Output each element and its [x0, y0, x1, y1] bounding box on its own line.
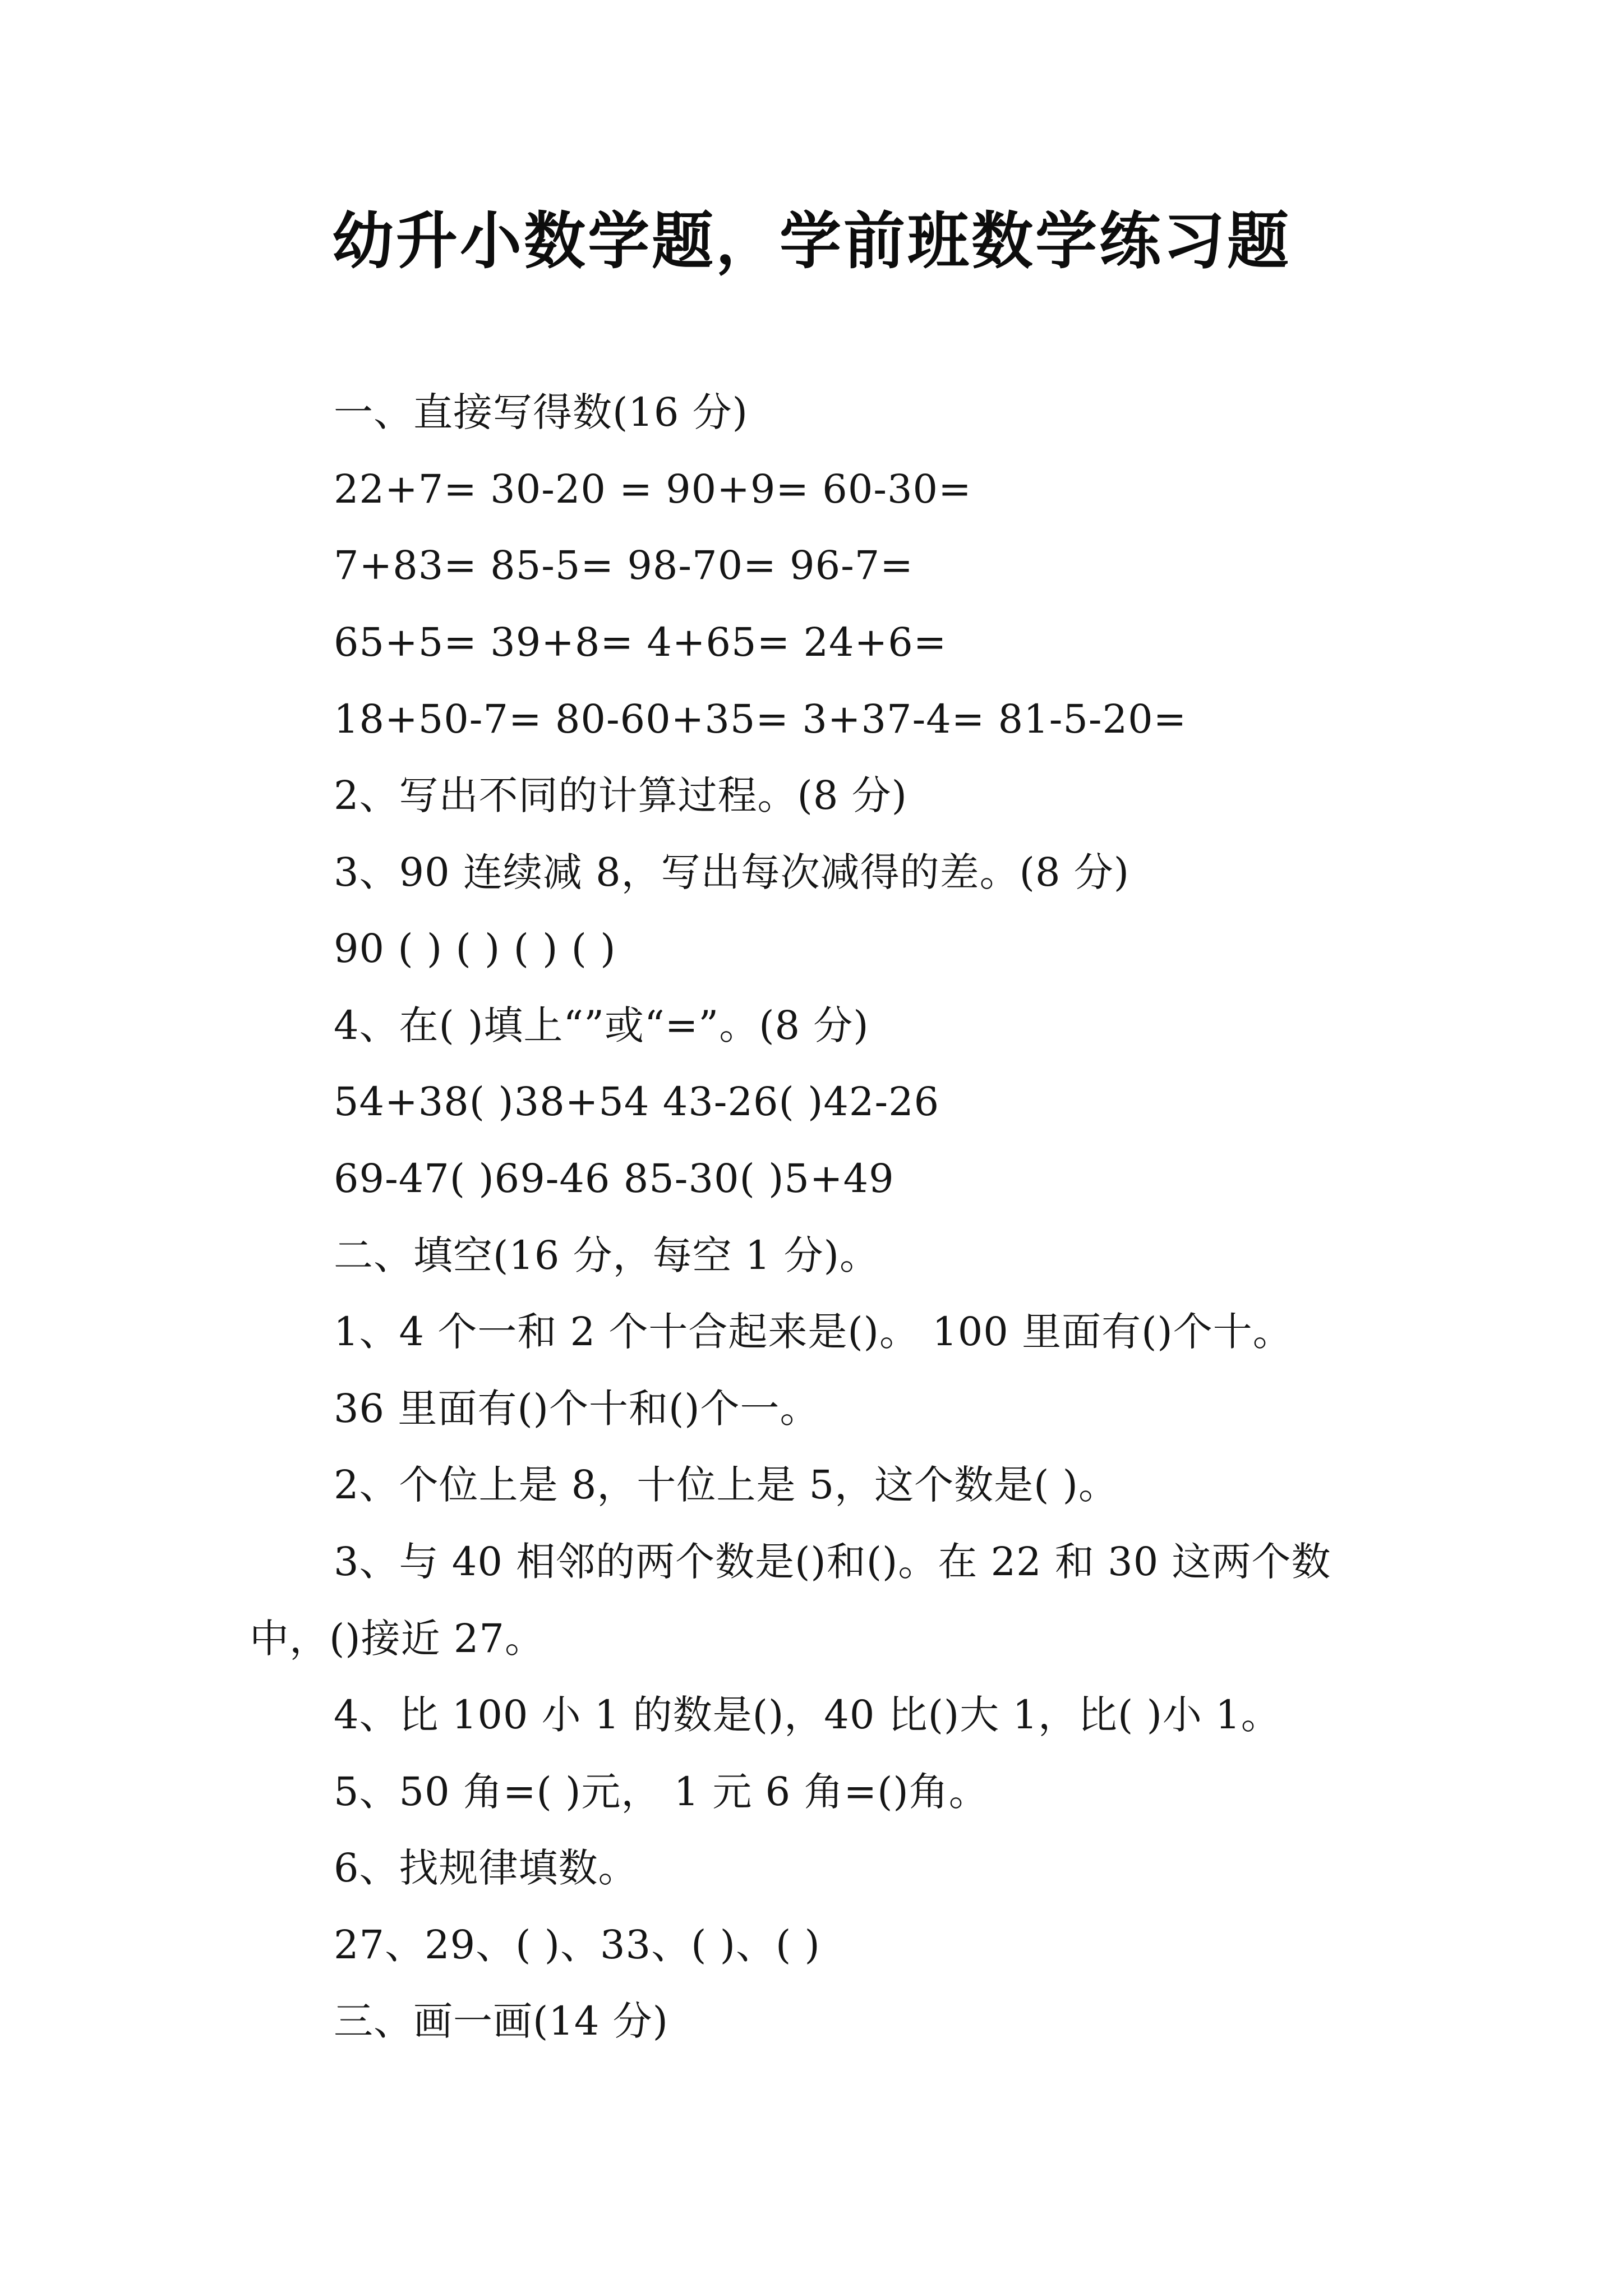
arithmetic-row-4: 18+50-7= 80-60+35= 3+37-4= 81-5-20= [334, 696, 1187, 742]
fill-question-2: 2、个位上是 8，十位上是 5，这个数是( )。 [334, 1462, 1118, 1508]
question-4-heading: 4、在( )填上“”或“=”。(8 分) [334, 1002, 869, 1048]
fill-question-4: 4、比 100 小 1 的数是()，40 比()大 1，比( )小 1。 [334, 1692, 1281, 1738]
document-title: 幼升小数学题，学前班数学练习题 [332, 205, 1291, 277]
fill-question-1-cont: 36 里面有()个十和()个一。 [334, 1386, 820, 1432]
question-3-heading: 3、90 连续减 8，写出每次减得的差。(8 分) [334, 849, 1130, 895]
fill-question-6: 6、找规律填数。 [334, 1845, 638, 1891]
fill-question-3-cont: 中，()接近 27。 [250, 1616, 545, 1662]
arithmetic-row-2: 7+83= 85-5= 98-70= 96-7= [334, 542, 914, 588]
arithmetic-row-1: 22+7= 30-20 = 90+9= 60-30= [334, 466, 972, 512]
fill-question-1: 1、4 个一和 2 个十合起来是()。 100 里面有()个十。 [334, 1309, 1293, 1355]
comparison-row-2: 69-47( )69-46 85-30( )5+49 [334, 1156, 895, 1202]
question-3-blanks: 90 ( ) ( ) ( ) ( ) [334, 926, 616, 972]
fill-question-3: 3、与 40 相邻的两个数是()和()。在 22 和 30 这两个数 [334, 1539, 1331, 1585]
pattern-sequence: 27、29、( )、33、( )、( ) [334, 1922, 820, 1968]
fill-question-5: 5、50 角=( )元， 1 元 6 角=()角。 [334, 1769, 989, 1815]
section-2-heading: 二、填空(16 分，每空 1 分)。 [334, 1232, 879, 1278]
arithmetic-row-3: 65+5= 39+8= 4+65= 24+6= [334, 619, 947, 665]
comparison-row-1: 54+38( )38+54 43-26( )42-26 [334, 1079, 940, 1125]
question-2-heading: 2、写出不同的计算过程。(8 分) [334, 772, 907, 818]
section-3-heading: 三、画一画(14 分) [334, 1998, 668, 2044]
section-1-heading: 一、直接写得数(16 分) [334, 389, 748, 435]
